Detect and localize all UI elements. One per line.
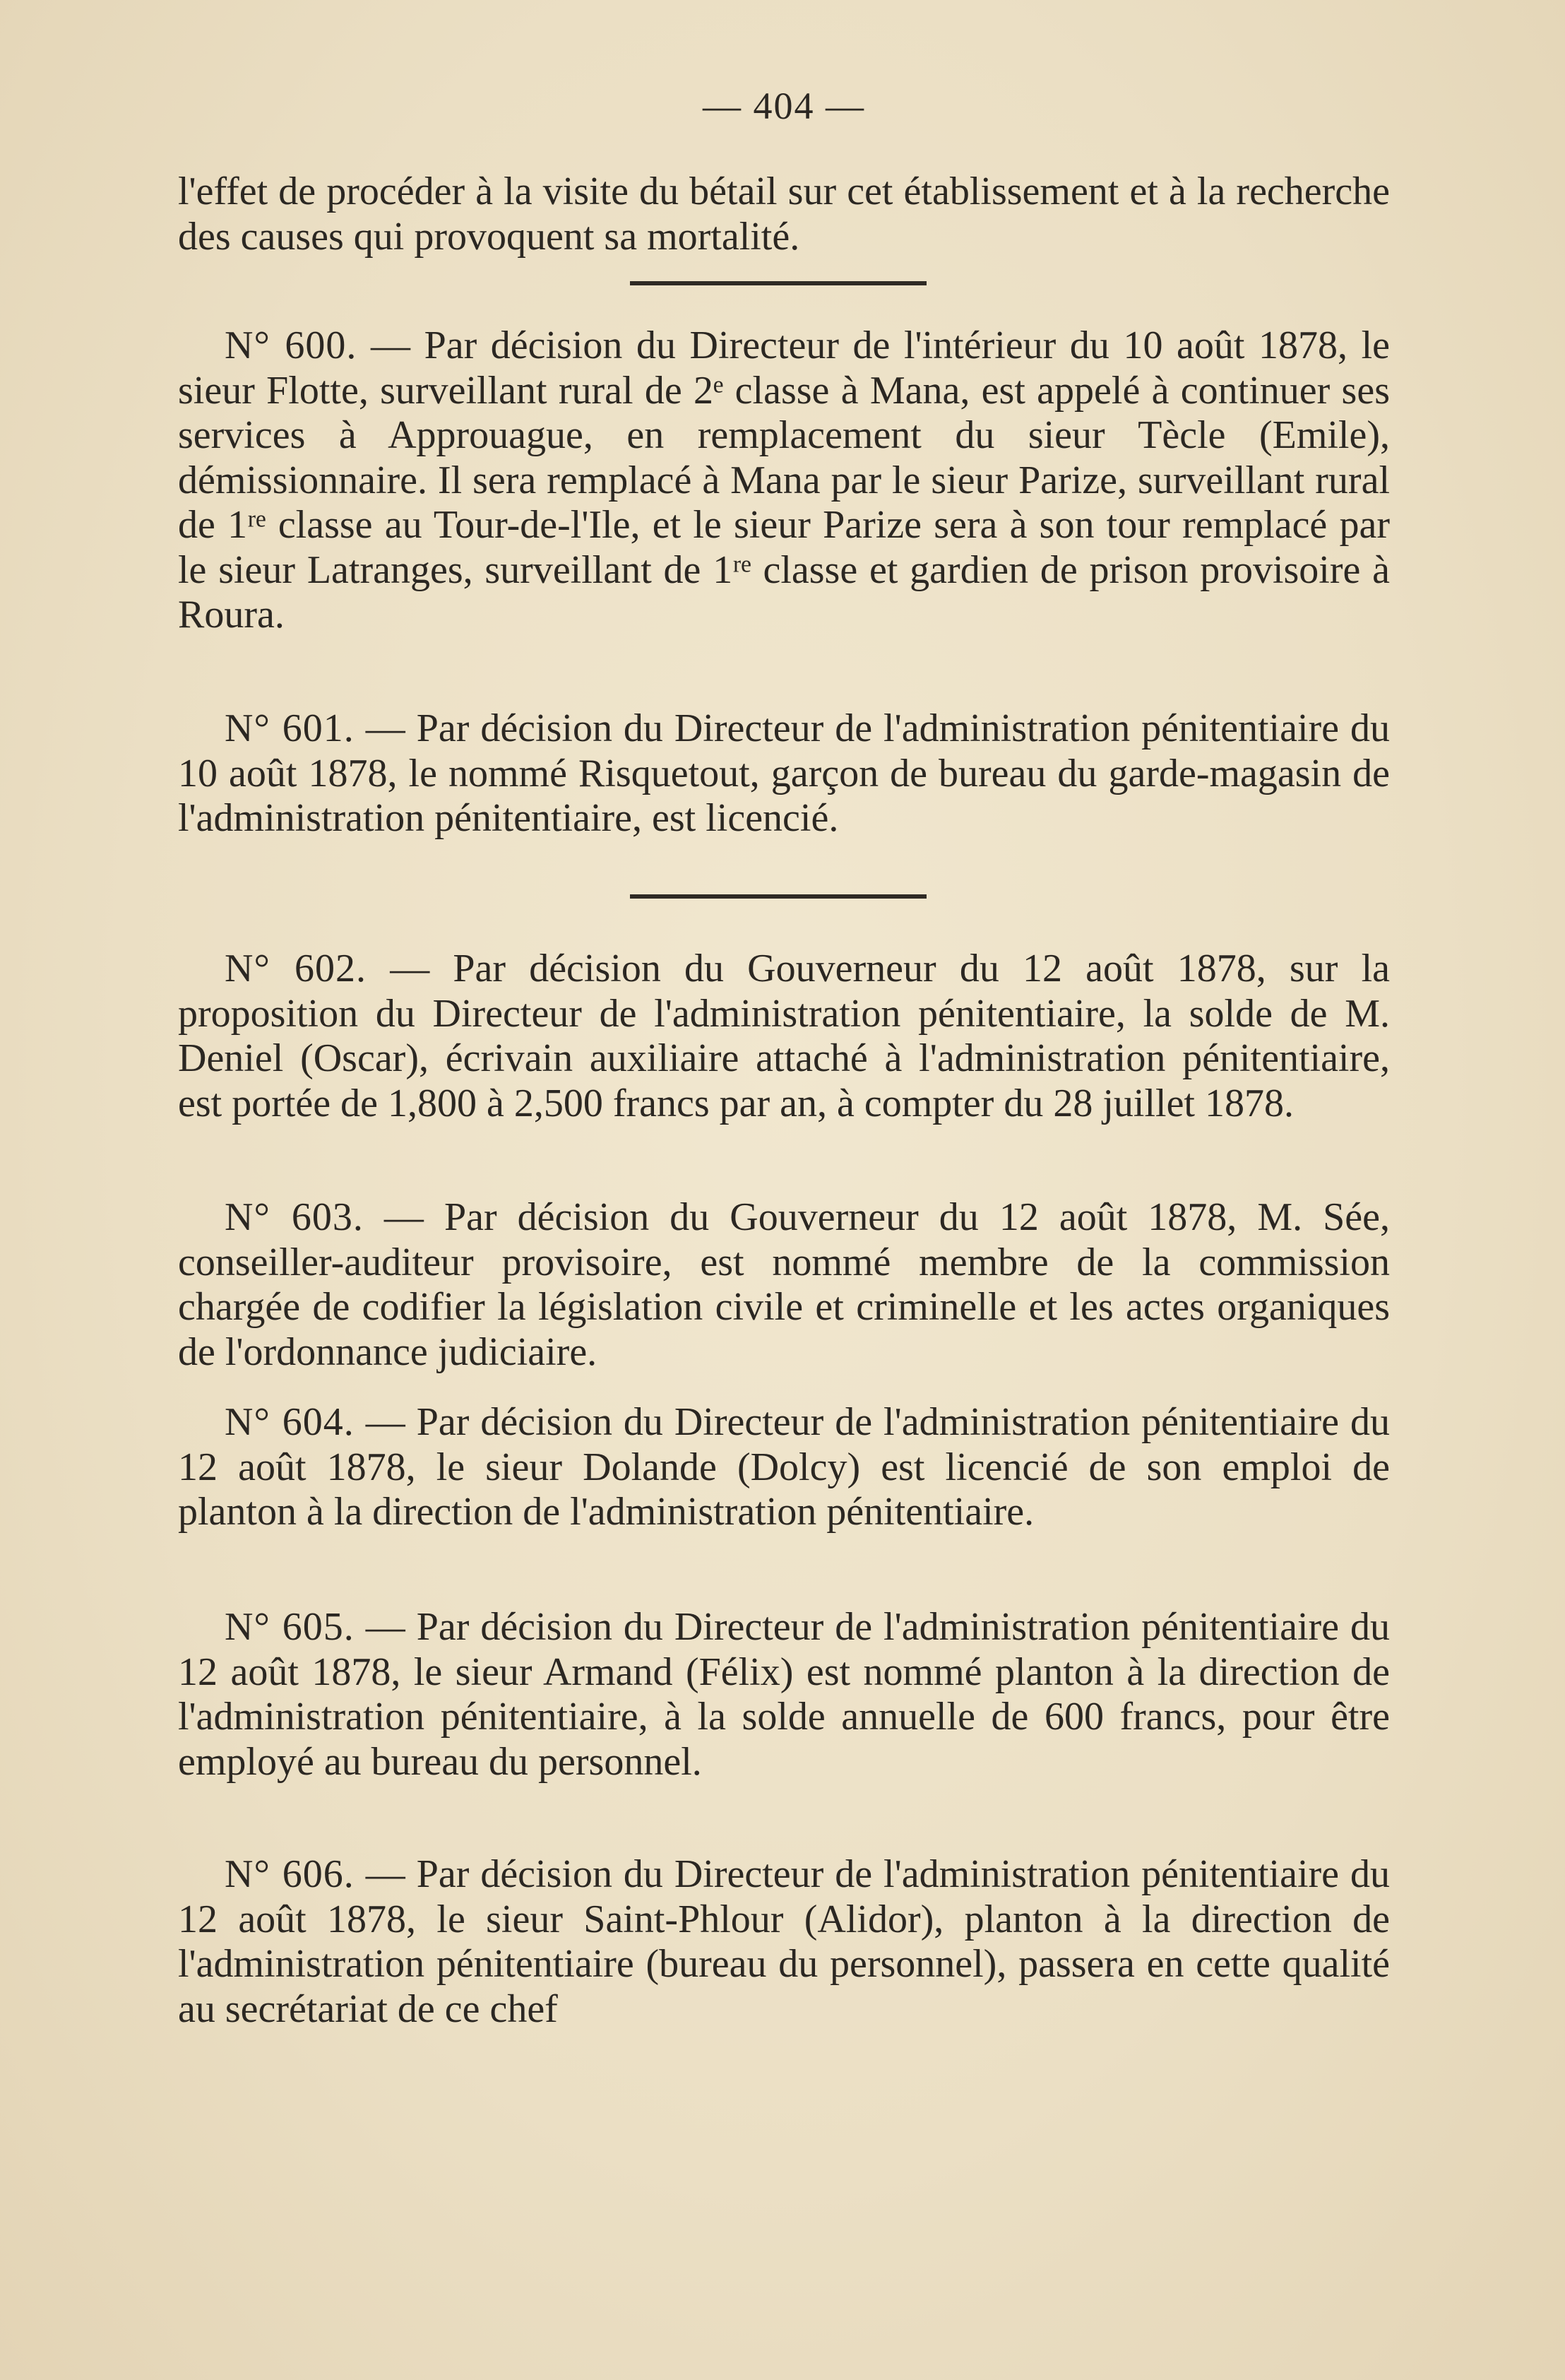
paragraph-decision-606 (178, 1852, 1390, 2032)
paragraph-text: — Par décision du Gouverneur du 12 août 1878, sur la proposition du Directeur de l'administration pénitentiaire, la solde de M. Deniel (Oscar), écrivain auxiliaire attaché à l'administration pénitentiaire, est portée de 1,800 à 2,500 francs par an, à compter du 28 juillet 1878. (178, 947, 1390, 1125)
paragraph-decision-602 (178, 947, 1390, 1126)
section-divider (630, 281, 927, 285)
paragraph-decision-601 (178, 706, 1390, 841)
paragraph-decision-604 (178, 1400, 1390, 1535)
paragraph-text: l'effet de procéder à la visite du bétail sur cet établissement et à la recherche des causes qui provoquent sa mortalité. (178, 170, 1390, 259)
decision-number: N° 605. (225, 1605, 355, 1649)
decision-number: N° 600. (225, 324, 357, 367)
paragraph-text: — Par décision du Gouverneur du 12 août 1878, M. Sée, conseiller-auditeur provisoire, est nommé membre de la commission chargée de codifier la législation civile et criminelle et les actes organiques de l'ordonnance judiciaire. (178, 1195, 1390, 1374)
paragraph-text: — Par décision du Directeur de l'administration pénitentiaire du 10 août 1878, le nommé Risquetout, garçon de bureau du garde-magasin de l'administration pénitentiaire, est licencié. (178, 706, 1390, 840)
decision-number: N° 602. (225, 947, 367, 990)
paragraph-decision-600 (178, 324, 1390, 638)
decision-number: N° 606. (225, 1852, 355, 1896)
paragraph-decision-605 (178, 1605, 1390, 1784)
paragraph-decision-603 (178, 1195, 1390, 1375)
paragraph-text: — Par décision du Directeur de l'administration pénitentiaire du 12 août 1878, le sieur Armand (Félix) est nommé planton à la direction de l'administration pénitentiaire, à la solde annuelle de 600 francs, pour être employé au bureau du personnel. (178, 1605, 1390, 1784)
decision-number: N° 601. (225, 706, 355, 750)
paragraph-text: — Par décision du Directeur de l'administration pénitentiaire du 12 août 1878, le sieur Saint-Phlour (Alidor), planton à la direction de l'administration pénitentiaire (bureau du personnel), passera en cette qualité au secrétariat de ce chef (178, 1852, 1390, 2031)
decision-number: N° 603. (225, 1195, 364, 1239)
section-divider (630, 894, 927, 899)
decision-number: N° 604. (225, 1400, 355, 1444)
page-number: — 404 — (703, 85, 865, 127)
paragraph-continuation (178, 170, 1390, 259)
paragraph-text: — Par décision du Directeur de l'intérieur du 10 août 1878, le sieur Flotte, surveillant rural de 2ᵉ classe à Mana, est appelé à continuer ses services à Approuague, en remplacement du sieur Tècle (Emile), démissionnaire. Il sera remplacé à Mana par le sieur Parize, surveillant rural de 1ʳᵉ classe au Tour-de-l'Ile, et le sieur Parize sera à son tour remplacé par le sieur Latranges, surveillant de 1ʳᵉ classe et gardien de prison provisoire à Roura. (178, 324, 1390, 637)
paragraph-text: — Par décision du Directeur de l'administration pénitentiaire du 12 août 1878, le sieur Dolande (Dolcy) est licencié de son emploi de planton à la direction de l'administration pénitentiaire. (178, 1400, 1390, 1534)
